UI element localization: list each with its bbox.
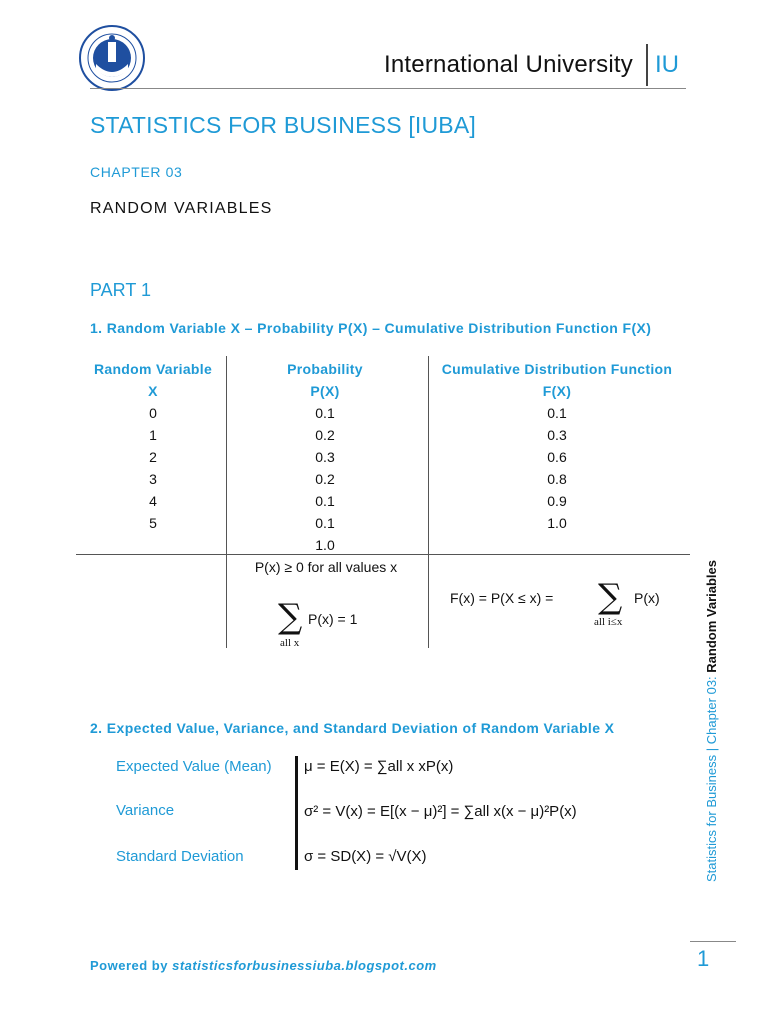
x-value: 4 bbox=[149, 493, 157, 509]
table-rule bbox=[76, 554, 690, 555]
col3-header-line2: F(X) bbox=[542, 383, 572, 399]
footer bbox=[90, 958, 437, 973]
side-text-bold: Random Variables bbox=[704, 560, 719, 673]
side-running-title bbox=[704, 560, 728, 940]
footer-powered-by: Powered by bbox=[90, 958, 168, 973]
formula-bracket bbox=[295, 756, 298, 870]
page-number: 1 bbox=[697, 946, 710, 971]
x-value: 2 bbox=[149, 449, 157, 465]
x-value: 0 bbox=[149, 405, 157, 421]
header-separator bbox=[646, 44, 648, 86]
col1-header-line1: Random Variable bbox=[93, 361, 213, 377]
table-divider bbox=[226, 356, 227, 648]
f-value: 0.9 bbox=[547, 493, 567, 509]
p-value: 0.3 bbox=[315, 449, 335, 465]
col2-header-line2: P(X) bbox=[310, 383, 340, 399]
sigma-symbol: ∑ bbox=[598, 577, 623, 617]
p-value: 0.1 bbox=[315, 515, 335, 531]
nonnegative-rule: P(x) ≥ 0 for all values x bbox=[254, 559, 398, 575]
f-value: 1.0 bbox=[547, 515, 567, 531]
university-name: International University bbox=[384, 51, 633, 78]
section2-title: 2. Expected Value, Variance, and Standard Deviation of Random Variable X bbox=[90, 720, 615, 736]
x-value: 5 bbox=[149, 515, 157, 531]
f-value: 0.3 bbox=[547, 427, 567, 443]
table-column-random-variable bbox=[88, 358, 218, 534]
chapter-title: RANDOM VARIABLES bbox=[90, 200, 273, 217]
p-total: 1.0 bbox=[315, 537, 335, 553]
university-logo bbox=[78, 24, 146, 92]
cdf-term: P(x) bbox=[634, 590, 660, 606]
footer-site-link[interactable]: statisticsforbusinessiuba.blogspot.com bbox=[172, 958, 437, 973]
expected-value-formula: μ = E(X) = ∑all x xP(x) bbox=[304, 758, 454, 775]
f-value: 0.6 bbox=[547, 449, 567, 465]
p-value: 0.2 bbox=[315, 427, 335, 443]
course-title: STATISTICS FOR BUSINESS [IUBA] bbox=[90, 112, 476, 138]
p-value: 0.1 bbox=[315, 493, 335, 509]
col3-header-line1: Cumulative Distribution Function bbox=[441, 361, 673, 377]
table-column-probability bbox=[230, 358, 420, 556]
p-value: 0.1 bbox=[315, 405, 335, 421]
f-value: 0.8 bbox=[547, 471, 567, 487]
chapter-label: CHAPTER 03 bbox=[90, 164, 183, 180]
cdf-subscript: all i≤x bbox=[594, 616, 623, 628]
side-rule bbox=[690, 941, 736, 942]
part-label: PART 1 bbox=[90, 280, 152, 300]
x-value: 3 bbox=[149, 471, 157, 487]
p-value: 0.2 bbox=[315, 471, 335, 487]
side-text-prefix: Statistics for Business | Chapter 03: bbox=[704, 672, 719, 883]
standard-deviation-label: Standard Deviation bbox=[116, 848, 244, 865]
f-value: 0.1 bbox=[547, 405, 567, 421]
sigma-symbol: ∑ bbox=[278, 597, 303, 637]
col1-header-line2: X bbox=[148, 383, 158, 399]
section1-title: 1. Random Variable X – Probability P(X) – Cumulative Distribution Function F(X) bbox=[90, 320, 652, 336]
table-column-cdf bbox=[432, 358, 682, 534]
table-divider bbox=[428, 356, 429, 648]
sum-subscript: all x bbox=[280, 637, 300, 649]
variance-formula: σ² = V(x) = E[(x − μ)²] = ∑all x(x − μ)²P(x) bbox=[304, 803, 577, 820]
cdf-expression: F(x) = P(X ≤ x) = bbox=[450, 590, 554, 606]
col2-header-line1: Probability bbox=[287, 361, 363, 377]
university-abbr: IU bbox=[655, 51, 679, 78]
expected-value-label: Expected Value (Mean) bbox=[116, 758, 272, 775]
x-value: 1 bbox=[149, 427, 157, 443]
variance-label: Variance bbox=[116, 802, 175, 819]
sum-expression: P(x) = 1 bbox=[308, 611, 358, 627]
standard-deviation-formula: σ = SD(X) = √V(X) bbox=[304, 848, 427, 865]
header-rule bbox=[90, 88, 686, 89]
